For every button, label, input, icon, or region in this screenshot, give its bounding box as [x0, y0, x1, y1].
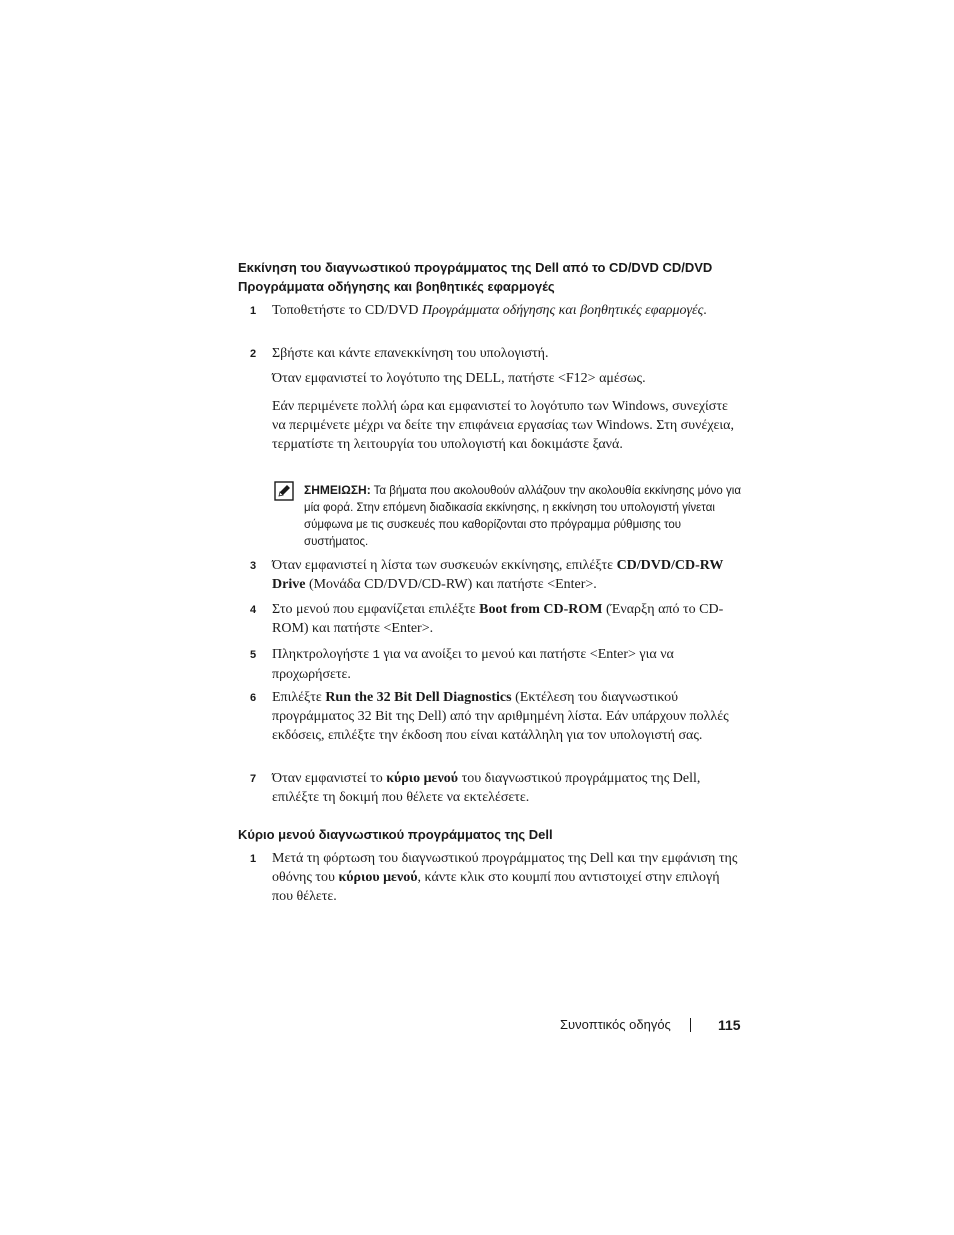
step-text-pre: Πληκτρολογήστε [272, 647, 373, 662]
note-label: ΣΗΜΕΙΩΣΗ: [304, 483, 371, 497]
boot-from-cd-option: Boot from CD-ROM [479, 602, 603, 617]
step-text-post: (Εκτέλεση του διαγνωστικού προγράμματος 32 Bit της Dell) από την αριθμημένη λίστα. Εάν υπάρχουν πολλές εκδόσεις, επιλέξτε την έκδοση που είναι κατάλληλη για τον υπολογιστή σας. [272, 690, 729, 743]
cd-title-italic: Προγράμματα οδήγησης και βοηθητικές εφαρμογές [422, 303, 704, 318]
main-menu-term: κύριο μενού [386, 771, 459, 786]
step-number: 7 [250, 773, 257, 785]
step-text-pre: Επιλέξτε [272, 690, 326, 705]
step-number: 1 [250, 853, 257, 865]
step-2-paragraph-a: Όταν εμφανιστεί το λογότυπο της DELL, πατήστε <F12> αμέσως. [272, 371, 646, 386]
step-2-paragraph-b: Εάν περιμένετε πολλή ώρα και εμφανιστεί το λογότυπο των Windows, συνεχίστε να περιμένετε μέχρι να δείτε την επιφάνεια εργασίας των Windows. Στη συνέχεια, τερματίστε τη λειτουργία του υπολογιστή και δοκιμάστε ξανά. [272, 399, 735, 452]
footer-guide-title: Συνοπτικός οδηγός [560, 1017, 671, 1032]
page-footer [540, 1015, 745, 1035]
step-text [272, 769, 742, 807]
note-pencil-icon [274, 481, 294, 501]
step-text-pre: Όταν εμφανιστεί η λίστα των συσκευών εκκίνησης, επιλέξτε [272, 558, 617, 573]
step-number: 4 [250, 604, 257, 616]
main-menu-term: κύριου μενού [338, 870, 418, 885]
step-text-post: για να ανοίξει το μενού και πατήστε <Enter> για να προχωρήσετε. [272, 647, 674, 682]
footer-separator [690, 1018, 691, 1032]
step-text-post: . [703, 303, 707, 318]
note-text [304, 482, 744, 551]
page-number: 115 [718, 1017, 741, 1033]
heading-line-1: Εκκίνηση του διαγνωστικού προγράμματος της Dell από το CD/DVD CD/DVD [238, 260, 713, 275]
step-text [272, 301, 742, 320]
section-heading-diagnostics-from-cd [238, 258, 758, 296]
step-text [272, 556, 742, 594]
step-text-post: (Έναρξη από το CD-ROM) και πατήστε <Enter>. [272, 602, 724, 636]
heading-line-2: Προγράμματα οδήγησης και βοηθητικές εφαρμογές [238, 279, 555, 294]
cd-drive-option: CD/DVD/CD-RW Drive [272, 558, 724, 592]
step-number: 1 [250, 305, 257, 317]
step-text-pre: Όταν εμφανιστεί το [272, 771, 387, 786]
step-number: 6 [250, 692, 257, 704]
step-text-post: (Μονάδα CD/DVD/CD-RW) και πατήστε <Enter>. [305, 577, 597, 592]
step-text: Σβήστε και κάντε επανεκκίνηση του υπολογιστή. [272, 346, 549, 361]
step-text-pre: Στο μενού που εμφανίζεται επιλέξτε [272, 602, 480, 617]
note-body: Τα βήματα που ακολουθούν αλλάζουν την ακολουθία εκκίνησης μόνο για μία φορά. Στην επόμενη διαδικασία εκκίνησης, η εκκίνηση του υπολογιστή γίνεται σύμφωνα με τις συσκευές που καθορίζονται στο πρόγραμμα ρύθμισης του συστήματος. [304, 485, 741, 548]
step-text-pre: Τοποθετήστε το CD/DVD [272, 303, 423, 318]
step-number: 5 [250, 649, 257, 661]
step-text [272, 600, 742, 638]
step-number: 2 [250, 348, 257, 360]
step-text-post: του διαγνωστικού προγράμματος της Dell, επιλέξτε τη δοκιμή που θέλετε να εκτελέσετε. [272, 771, 701, 805]
run-diagnostics-option: Run the 32 Bit Dell Diagnostics [325, 690, 512, 705]
step-text-post: , κάντε κλικ στο κουμπί που αντιστοιχεί στην επιλογή που θέλετε. [272, 870, 720, 904]
step-text [272, 849, 742, 906]
step-text-pre: Μετά τη φόρτωση του διαγνωστικού προγράμματος της Dell και την εμφάνιση της οθόνης του [272, 851, 738, 885]
step-text [272, 688, 742, 745]
step-number: 3 [250, 560, 257, 572]
section-heading-main-menu: Κύριο μενού διαγνωστικού προγράμματος της Dell [238, 827, 553, 842]
key-code: 1 [372, 648, 380, 662]
step-text [272, 645, 742, 684]
